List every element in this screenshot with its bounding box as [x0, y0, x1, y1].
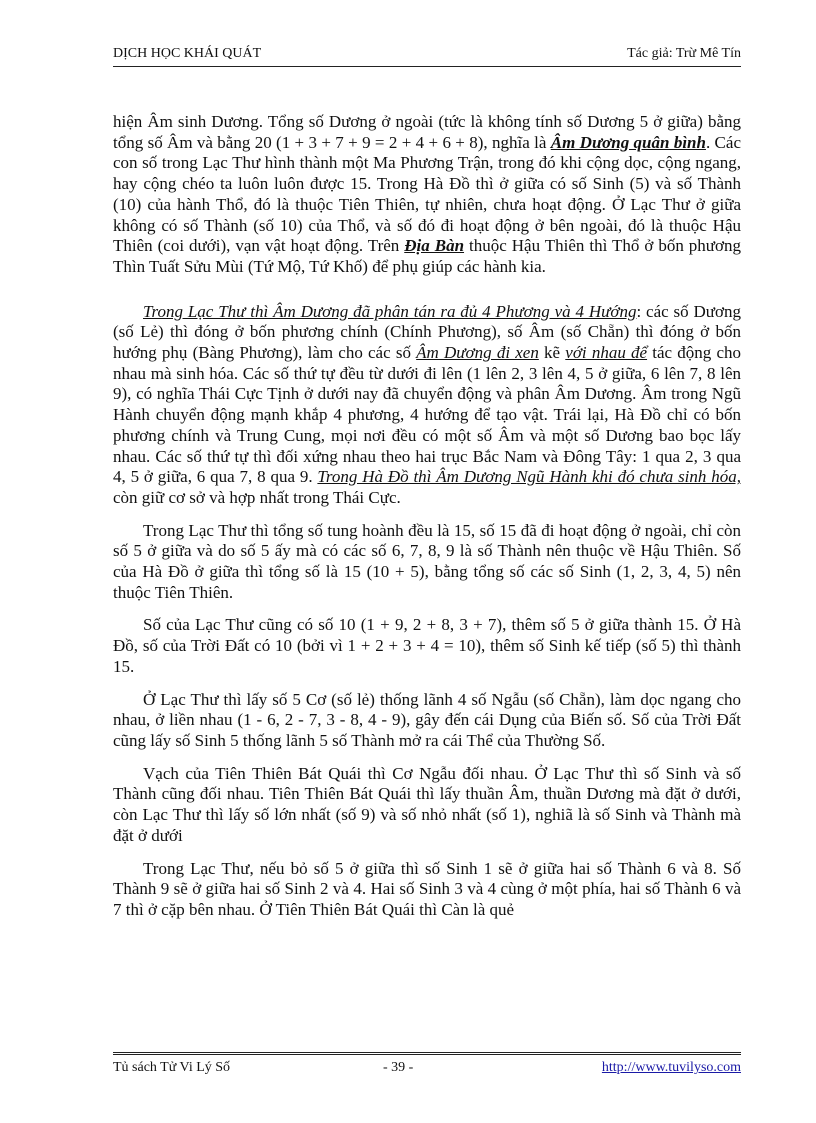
- emphasis-dia-ban: Địa Bàn: [404, 236, 465, 256]
- paragraph-2-text-b: : các số Dương (số Lẻ) thì đóng ở bốn phương chính (Chính Phương), số Âm (số Chẵn) thì đóng ở bốn hướng phụ (Bàng Phương), làm cho các số: [113, 301, 741, 363]
- emphasis-voi-nhau-de: với nhau để: [565, 343, 648, 363]
- header-book-title: DỊCH HỌC KHÁI QUÁT: [113, 46, 262, 61]
- paragraph-2-text-h: còn giữ cơ sở và hợp nhất trong Thái Cực.: [113, 487, 401, 507]
- paragraph-6: Vạch của Tiên Thiên Bát Quái thì Cơ Ngẫu đối nhau. Ở Lạc Thư thì số Sinh và số Thành cũng đối nhau. Tiên Thiên Bát Quái thì lấy thuần Âm, thuần Dương mà đặt ở dưới, còn Lạc Thư thì lấy số lớn nhất (số 9) và số nhỏ nhất (số 1), nghiã là số Sinh và Thành mà đặt ở dưới: [113, 763, 741, 845]
- page-number: - 39 -: [383, 1060, 414, 1075]
- paragraph-7: Trong Lạc Thư, nếu bỏ số 5 ở giữa thì số Sinh 1 sẽ ở giữa hai số Thành 6 và 8. Số Thành 9 sẽ ở giữa hai số Sinh 2 và 4. Hai số Sinh 3 và 4 cùng ở một phía, hai số Thành 6 và 7 thì ở cặp bên nhau. Ở Tiên Thiên Bát Quái thì Càn là quẻ: [113, 858, 741, 919]
- paragraph-1-text-c: . Các con số trong Lạc Thư hình thành một Ma Phương Trận, trong đó khi cộng dọc, cộng ngang, hay cộng chéo ta luôn luôn được 15. Trong Hà Đồ thì ở giữa có số Sinh (5) và số Thành (10) của hành Thổ, đó là thuộc Tiên Thiên, tự nhiên, chưa hoạt động. Ở Lạc Thư ở giữa không có số Thành (số 10) của Thổ, và số đó đi hoạt động ở bên ngoài, đó là thuộc Hậu Thiên (coi dưới), vạn vật hoạt động. Trên: [113, 132, 741, 256]
- emphasis-ha-do-chua-sinh-hoa: Trong Hà Đồ thì Âm Dương Ngũ Hành khi đó chưa sinh hóa,: [317, 467, 741, 487]
- paragraph-4: Số của Lạc Thư cũng có số 10 (1 + 9, 2 + 8, 3 + 7), thêm số 5 ở giữa thành 15. Ở Hà Đồ, số của Trời Đất có 10 (bởi vì 1 + 2 + 3 + 4 = 10), thêm số Sinh kế tiếp (số 5) thì thành 15.: [113, 615, 741, 676]
- paragraph-3: Trong Lạc Thư thì tổng số tung hoành đều là 15, số 15 đã đi hoạt động ở ngoài, chỉ còn số 5 ở giữa và do số 5 ấy mà có các số 6, 7, 8, 9 là số Thành nên thuộc về Hậu Thiên. Số của Hà Đồ ở giữa thì tổng số là 15 (10 + 5), bằng tổng số các số Sinh (1, 2, 3, 4, 5) nên thuộc Tiên Thiên.: [113, 520, 741, 602]
- footer-series-title: Tủ sách Tử Vi Lý Số: [113, 1060, 231, 1075]
- page-header: [113, 44, 741, 67]
- page-body: [113, 112, 741, 921]
- emphasis-lac-thu-phuong-huong: Trong Lạc Thư thì Âm Dương đã phân tán ra đủ 4 Phương và 4 Hướng: [143, 301, 637, 321]
- paragraph-2-text-d: kẽ: [538, 343, 566, 363]
- paragraph-1-text-e: thuộc Hậu Thiên thì Thổ ở bốn phương Thìn Tuất Sửu Mùi (Tứ Mộ, Tứ Khố) để phụ giúp các hành kia.: [113, 236, 741, 276]
- paragraph-2: [113, 302, 741, 509]
- header-author: Tác giả: Trừ Mê Tín: [627, 46, 741, 61]
- emphasis-am-duong-di-xen: Âm Dương đi xen: [416, 343, 539, 363]
- paragraph-5: Ở Lạc Thư thì lấy số 5 Cơ (số lẻ) thống lãnh 4 số Ngẫu (số Chẵn), làm dọc ngang cho nhau, ở liền nhau (1 - 6, 2 - 7, 3 - 8, 4 - 9), gây đến cái Dụng của Biến số. Số của Trời Đất cũng lấy số Sinh 5 thống lãnh 5 số Thành mở ra cái Thể của Thường Số.: [113, 689, 741, 750]
- paragraph-1: [113, 112, 741, 278]
- emphasis-am-duong-quan-binh: Âm Dương quân bình: [550, 132, 706, 152]
- paragraph-2-text-f: tác động cho nhau mà sinh hóa. Các số thứ tự đều từ dưới đi lên (1 lên 2, 3 lên 4, 5 ở giữa, 6 lên 7, 8 lên 9), có nghĩa Thái Cực Tịnh ở dưới nay đã chuyển động và phân Âm Dương. Âm trong Ngũ Hành chuyển động mạnh khắp 4 phương, 4 hướng để tạo vật. Trái lại, Hà Đồ chỉ có bốn phương chính và Trung Cung, mọi nơi đều có một số Âm và một số Dương bao bọc lấy nhau. Các số thứ tự thì đối xứng nhau theo hai trục Bắc Nam và Đông Tây: 1 qua 2, 3 qua 4, 5 ở giữa, 6 qua 7, 8 qua 9.: [113, 343, 742, 487]
- page-footer: [113, 1052, 741, 1079]
- footer-website-link[interactable]: http://www.tuvilyso.com: [601, 1060, 741, 1075]
- paragraph-1-text-a: hiện Âm sinh Dương. Tổng số Dương ở ngoài (tức là không tính số Dương 5 ở giữa) bằng tổng số Âm và bằng 20 (1 + 3 + 7 + 9 = 2 + 4 + 6 + 8), nghĩa là: [113, 112, 741, 152]
